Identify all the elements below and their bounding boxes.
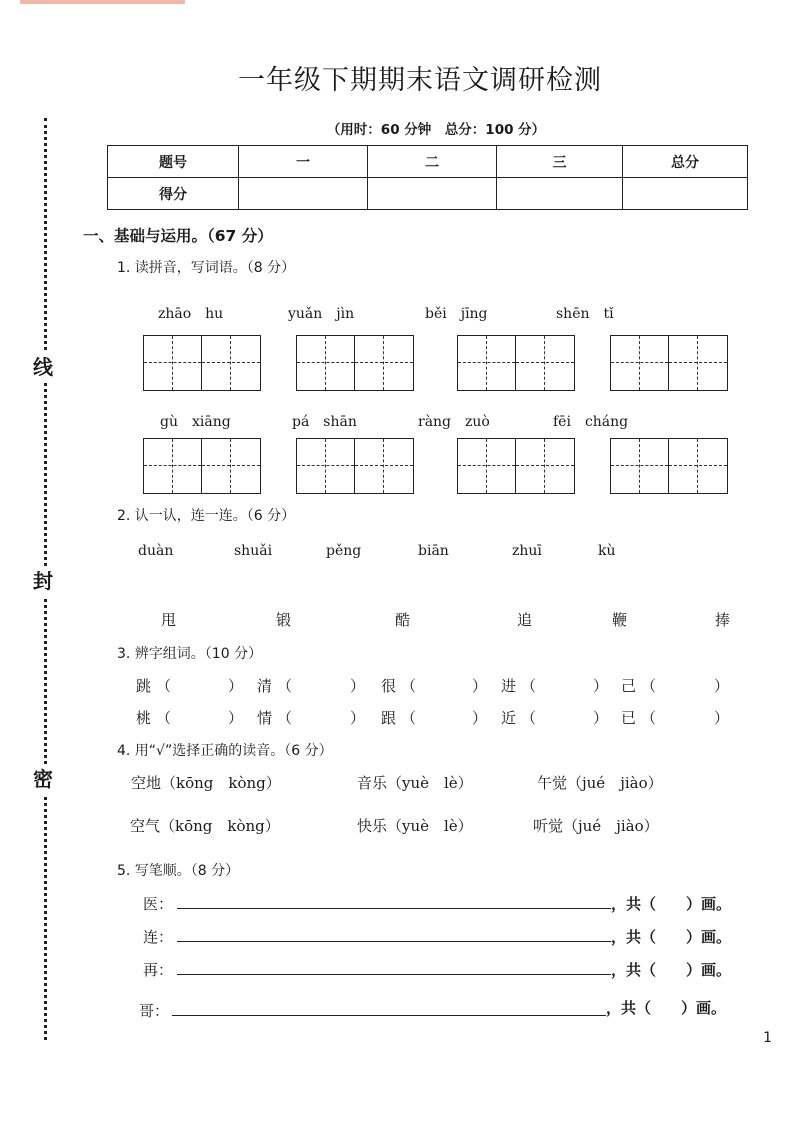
q3-open-paren: （ — [277, 709, 293, 727]
q1-pinyin: gù xiāng — [160, 414, 231, 430]
tianzige-box[interactable] — [457, 335, 575, 391]
score-input-cell[interactable] — [239, 178, 368, 210]
q3-char: 桃 — [136, 709, 152, 727]
tianzige-box[interactable] — [296, 335, 414, 391]
q2-char: 追 — [517, 611, 533, 629]
q5-stroke-count: ，共（ ）画。 — [611, 961, 732, 979]
q3-close-paren: ） — [228, 709, 244, 727]
q3-open-paren: （ — [521, 677, 537, 695]
q3-open-paren: （ — [401, 677, 417, 695]
q2-char: 捧 — [715, 611, 731, 629]
q1-pinyin: yuǎn jìn — [288, 306, 355, 322]
binding-char-mi: 密 — [28, 764, 58, 794]
q2-char: 酷 — [395, 611, 411, 629]
q1-pinyin: zhāo hu — [158, 306, 224, 322]
q1-pinyin: běi jīng — [425, 306, 488, 322]
q1-pinyin: ràng zuò — [418, 414, 490, 430]
tianzige-box[interactable] — [610, 438, 728, 494]
q3-char: 清 — [257, 677, 273, 695]
q3-open-paren: （ — [521, 709, 537, 727]
score-input-cell[interactable] — [497, 178, 623, 210]
q5-char: 医： — [143, 895, 174, 913]
exam-info: （用时：60 分钟 总分：100 分） — [326, 122, 546, 138]
q5-stroke-line[interactable] — [177, 941, 611, 942]
score-header-cell: 题号 — [108, 146, 239, 178]
q4-option[interactable]: 音乐（yuè lè） — [357, 774, 473, 792]
q3-close-paren: ） — [714, 677, 730, 695]
q3-close-paren: ） — [714, 709, 730, 727]
score-row-label: 得分 — [108, 178, 239, 210]
tianzige-box[interactable] — [143, 438, 261, 494]
tianzige-box[interactable] — [610, 335, 728, 391]
q3-char: 跟 — [381, 709, 397, 727]
q3-char: 跳 — [136, 677, 152, 695]
q3-close-paren: ） — [228, 677, 244, 695]
q1-title: 1. 读拼音，写词语。（8 分） — [117, 260, 296, 276]
q3-char: 很 — [381, 677, 397, 695]
q4-option[interactable]: 空地（kōng kòng） — [131, 774, 281, 792]
page-title: 一年级下期期末语文调研检测 — [238, 65, 602, 96]
score-header-cell: 总分 — [623, 146, 748, 178]
q2-pinyin: shuǎi — [234, 543, 273, 559]
q5-stroke-line[interactable] — [172, 1015, 606, 1016]
binding-char-feng: 封 — [28, 566, 58, 596]
binding-char-xian: 线 — [28, 352, 58, 382]
q2-pinyin: zhuī — [512, 543, 542, 559]
q3-close-paren: ） — [593, 677, 609, 695]
q3-char: 已 — [621, 709, 637, 727]
q1-pinyin: shēn tǐ — [556, 306, 614, 322]
q3-close-paren: ） — [593, 709, 609, 727]
tianzige-box[interactable] — [296, 438, 414, 494]
q5-stroke-count: ，共（ ）画。 — [606, 999, 727, 1017]
score-header-cell: 三 — [497, 146, 623, 178]
q2-char: 甩 — [161, 611, 177, 629]
q3-open-paren: （ — [156, 709, 172, 727]
q5-stroke-count: ，共（ ）画。 — [611, 895, 732, 913]
q5-stroke-line[interactable] — [177, 974, 611, 975]
q3-open-paren: （ — [401, 709, 417, 727]
q3-open-paren: （ — [641, 677, 657, 695]
q3-close-paren: ） — [472, 709, 488, 727]
score-table — [107, 145, 748, 210]
q3-open-paren: （ — [156, 677, 172, 695]
q3-char: 近 — [501, 709, 517, 727]
q4-title: 4. 用“√”选择正确的读音。（6 分） — [117, 743, 333, 759]
q3-title: 3. 辨字组词。（10 分） — [117, 646, 263, 662]
q5-title: 5. 写笔顺。（8 分） — [117, 863, 240, 879]
q3-close-paren: ） — [472, 677, 488, 695]
q3-char: 己 — [621, 677, 637, 695]
q3-close-paren: ） — [350, 709, 366, 727]
q4-option[interactable]: 快乐（yuè lè） — [357, 817, 473, 835]
q5-char: 再： — [143, 961, 174, 979]
q3-char: 情 — [257, 709, 273, 727]
q3-char: 进 — [501, 677, 517, 695]
q3-open-paren: （ — [641, 709, 657, 727]
q5-char: 连： — [143, 928, 174, 946]
score-header-cell: 一 — [239, 146, 368, 178]
q4-option[interactable]: 午觉（jué jiào） — [537, 774, 663, 792]
score-table-header-row — [108, 146, 748, 178]
q2-title: 2. 认一认，连一连。（6 分） — [117, 508, 296, 524]
score-input-cell[interactable] — [623, 178, 748, 210]
tianzige-box[interactable] — [457, 438, 575, 494]
q1-pinyin: pá shān — [292, 414, 357, 430]
q5-stroke-line[interactable] — [177, 908, 611, 909]
q2-pinyin: kù — [598, 543, 616, 559]
q2-pinyin: pěng — [326, 543, 362, 559]
score-input-cell[interactable] — [368, 178, 497, 210]
score-table-score-row — [108, 178, 748, 210]
score-header-cell: 二 — [368, 146, 497, 178]
top-edge-mark — [20, 0, 185, 4]
section-1-title: 一、基础与运用。（67 分） — [83, 227, 273, 245]
q2-char: 鞭 — [612, 611, 628, 629]
q1-pinyin: fēi cháng — [553, 414, 629, 430]
q2-pinyin: biān — [418, 543, 449, 559]
q5-stroke-count: ，共（ ）画。 — [611, 928, 732, 946]
q4-option[interactable]: 听觉（jué jiào） — [533, 817, 659, 835]
page-number: 1 — [763, 1030, 772, 1046]
q3-open-paren: （ — [277, 677, 293, 695]
q4-option[interactable]: 空气（kōng kòng） — [130, 817, 280, 835]
q3-close-paren: ） — [350, 677, 366, 695]
tianzige-box[interactable] — [143, 335, 261, 391]
q2-pinyin: duàn — [138, 543, 174, 559]
q5-char: 哥： — [139, 1002, 170, 1020]
q2-char: 锻 — [276, 611, 292, 629]
